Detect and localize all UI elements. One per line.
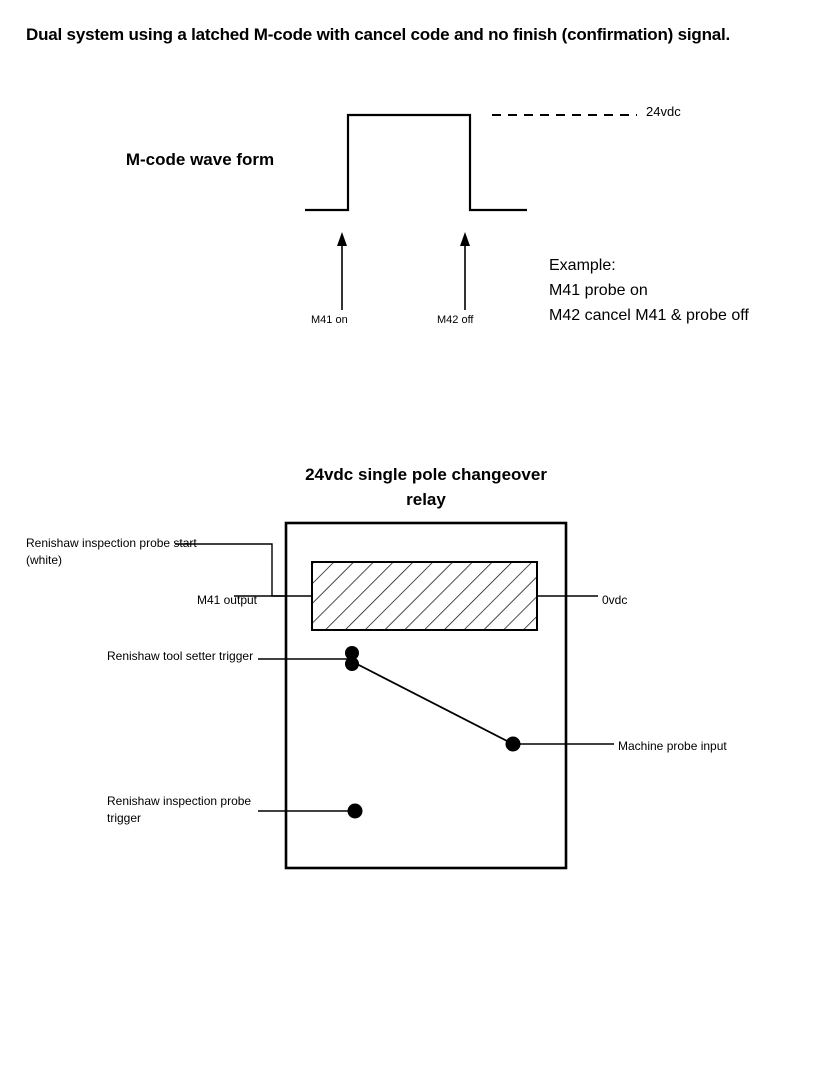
contact-probe-trigger [348, 804, 363, 819]
fall-arrow [460, 232, 470, 310]
contact-normally-open [506, 737, 521, 752]
label-0vdc: 0vdc [602, 593, 628, 607]
label-machine-probe-input: Machine probe input [618, 739, 727, 753]
example-line-1: Example: [549, 257, 616, 274]
pulse-trace [305, 115, 527, 210]
relay-wiring-figure [0, 440, 833, 900]
rise-arrow [337, 232, 347, 310]
example-note [549, 253, 749, 328]
label-probe-trigger: Renishaw inspection probe trigger [107, 794, 252, 825]
example-line-3: M42 cancel M41 & probe off [549, 307, 749, 324]
label-m41-output: M41 output [196, 593, 257, 607]
mcode-waveform-figure [0, 90, 833, 350]
changeover-switch-arm [353, 662, 513, 744]
page-title: Dual system using a latched M-code with cancel code and no finish (confirmation) signal. [26, 25, 731, 44]
example-line-2: M41 probe on [549, 282, 648, 299]
relay-title: 24vdc single pole changeover relay [305, 465, 547, 509]
label-probe-start: Renishaw inspection probe start (white) [26, 536, 197, 567]
label-m42-off: M42 off [437, 314, 474, 326]
relay-graphic [0, 440, 833, 900]
waveform-label: M-code wave form [125, 150, 275, 169]
contact-normally-closed [345, 657, 359, 671]
voltage-label-24vdc: 24vdc [646, 104, 681, 119]
label-tool-setter-trigger: Renishaw tool setter trigger [107, 649, 254, 663]
label-m41-on: M41 on [311, 314, 348, 326]
relay-coil [312, 562, 537, 630]
